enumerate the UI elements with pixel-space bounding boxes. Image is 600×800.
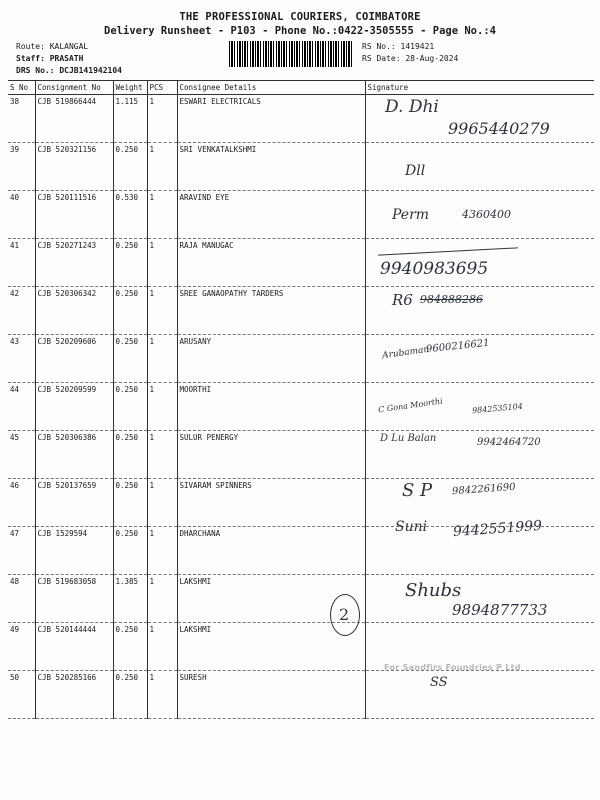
route-label: Route: KALANGAL xyxy=(16,42,89,51)
consignment-number: CJB 520321156 xyxy=(35,143,113,191)
phone-row-40: 4360400 xyxy=(462,208,511,221)
table-row xyxy=(8,287,594,335)
consignment-number: CJB 519866444 xyxy=(35,95,113,143)
col-header-consignment: Consignment No xyxy=(35,81,113,95)
phone-row-43: 9600216621 xyxy=(425,337,491,356)
serial-number: 47 xyxy=(8,527,35,575)
signature-row-45: D Lu Balan xyxy=(380,433,437,444)
runsheet-table xyxy=(8,80,594,719)
pieces: 1 xyxy=(147,239,177,287)
pieces: 1 xyxy=(147,287,177,335)
table-row xyxy=(8,143,594,191)
runsheet-subtitle: Delivery Runsheet - P103 - Phone No.:0422-3505555 - Page No.:4 xyxy=(104,25,496,37)
weight: 1.385 xyxy=(113,575,147,623)
serial-number: 46 xyxy=(8,479,35,527)
company-title: THE PROFESSIONAL COURIERS, COIMBATORE xyxy=(179,11,421,23)
weight: 0.250 xyxy=(113,623,147,671)
serial-number: 45 xyxy=(8,431,35,479)
consignee-name: SREE GANAOPATHY TARDERS xyxy=(177,287,365,335)
signature-row-46: S P xyxy=(402,480,433,501)
pieces: 1 xyxy=(147,335,177,383)
phone-row-38: 9965440279 xyxy=(448,119,550,138)
signature-row-50: SS xyxy=(430,675,448,690)
consignee-name: RAJA MANUGAC xyxy=(177,239,365,287)
col-header-consignee: Consignee Details xyxy=(177,81,365,95)
weight: 0.530 xyxy=(113,191,147,239)
consignee-name: DHARCHANA xyxy=(177,527,365,575)
pieces: 1 xyxy=(147,479,177,527)
consignment-number: CJB 1529594 xyxy=(35,527,113,575)
phone-row-46: 9842261690 xyxy=(451,481,516,498)
col-header-sno: S No xyxy=(8,81,35,95)
table-row xyxy=(8,671,594,719)
signature-row-42: R6 xyxy=(392,291,413,309)
consignment-number: CJB 520306342 xyxy=(35,287,113,335)
consignment-number: CJB 520306386 xyxy=(35,431,113,479)
barcode xyxy=(229,41,352,67)
rs-number: RS No.: 1419421 xyxy=(362,42,435,51)
circled-mark-text: 2 xyxy=(339,605,350,624)
signature-row-44: C Gona Moorthi xyxy=(377,396,444,415)
weight: 0.250 xyxy=(113,143,147,191)
drs-number: DRS No.: DCJB141942104 xyxy=(16,66,122,75)
pieces: 1 xyxy=(147,95,177,143)
serial-number: 40 xyxy=(8,191,35,239)
weight: 0.250 xyxy=(113,671,147,719)
weight: 0.250 xyxy=(113,287,147,335)
signature-row-39: Dll xyxy=(405,163,426,179)
col-header-weight: Weight xyxy=(113,81,147,95)
consignment-number: CJB 520111516 xyxy=(35,191,113,239)
consignee-name: ESWARI ELECTRICALS xyxy=(177,95,365,143)
signature-row-43: Arubaman xyxy=(381,344,430,362)
signature-row-38: D. Dhi xyxy=(385,97,439,117)
table-row xyxy=(8,335,594,383)
table-header-row xyxy=(8,81,594,95)
pieces: 1 xyxy=(147,191,177,239)
consignment-number: CJB 520285166 xyxy=(35,671,113,719)
consignee-name: SRI VENKATALKSHMI xyxy=(177,143,365,191)
signature-row-49: Shubs xyxy=(405,580,462,601)
phone-row-49: 9894877733 xyxy=(452,601,548,619)
consignee-name: LAKSHMI xyxy=(177,623,365,671)
consignee-name: ARAVIND EYE xyxy=(177,191,365,239)
pieces: 1 xyxy=(147,623,177,671)
serial-number: 38 xyxy=(8,95,35,143)
serial-number: 48 xyxy=(8,575,35,623)
consignee-name: ARUSANY xyxy=(177,335,365,383)
signature-row-40: Perm xyxy=(392,207,430,223)
consignment-number: CJB 520144444 xyxy=(35,623,113,671)
weight: 1.115 xyxy=(113,95,147,143)
phone-row-47: 9442551999 xyxy=(452,517,543,541)
pieces: 1 xyxy=(147,383,177,431)
pieces: 1 xyxy=(147,527,177,575)
table-row xyxy=(8,239,594,287)
consignment-number: CJB 520209606 xyxy=(35,335,113,383)
phone-row-42: 984888286 xyxy=(420,293,483,306)
circled-mark-row-48 xyxy=(330,594,360,636)
serial-number: 50 xyxy=(8,671,35,719)
consignee-name: SURESH xyxy=(177,671,365,719)
col-header-signature: Signature xyxy=(365,81,594,95)
weight: 0.250 xyxy=(113,335,147,383)
rs-date: RS Date: 28-Aug-2024 xyxy=(362,54,459,63)
consignee-name: MOORTHI xyxy=(177,383,365,431)
phone-row-41: 9940983695 xyxy=(380,259,489,279)
company-stamp: For Sandfirs Foundries P Ltd xyxy=(384,663,521,672)
weight: 0.250 xyxy=(113,239,147,287)
serial-number: 41 xyxy=(8,239,35,287)
weight: 0.250 xyxy=(113,383,147,431)
serial-number: 49 xyxy=(8,623,35,671)
serial-number: 44 xyxy=(8,383,35,431)
signature-row-47: Suni xyxy=(395,519,428,535)
pieces: 1 xyxy=(147,143,177,191)
pieces: 1 xyxy=(147,431,177,479)
consignee-name: SIVARAM SPINNERS xyxy=(177,479,365,527)
consignee-name: LAKSHMI xyxy=(177,575,365,623)
consignee-name: SULUR PENERGY xyxy=(177,431,365,479)
serial-number: 39 xyxy=(8,143,35,191)
pieces: 1 xyxy=(147,671,177,719)
consignment-number: CJB 520271243 xyxy=(35,239,113,287)
weight: 0.250 xyxy=(113,479,147,527)
consignment-number: CJB 520209599 xyxy=(35,383,113,431)
serial-number: 43 xyxy=(8,335,35,383)
serial-number: 42 xyxy=(8,287,35,335)
signature-cell xyxy=(365,143,594,191)
consignment-number: CJB 520137659 xyxy=(35,479,113,527)
col-header-pcs: PCS xyxy=(147,81,177,95)
weight: 0.250 xyxy=(113,431,147,479)
phone-row-45: 9942464720 xyxy=(477,437,541,448)
consignment-number: CJB 519683058 xyxy=(35,575,113,623)
staff-label: Staff: PRASATH xyxy=(16,54,84,63)
phone-row-44: 9842535104 xyxy=(471,401,524,416)
pieces: 1 xyxy=(147,575,177,623)
weight: 0.250 xyxy=(113,527,147,575)
signature-cell xyxy=(365,671,594,719)
